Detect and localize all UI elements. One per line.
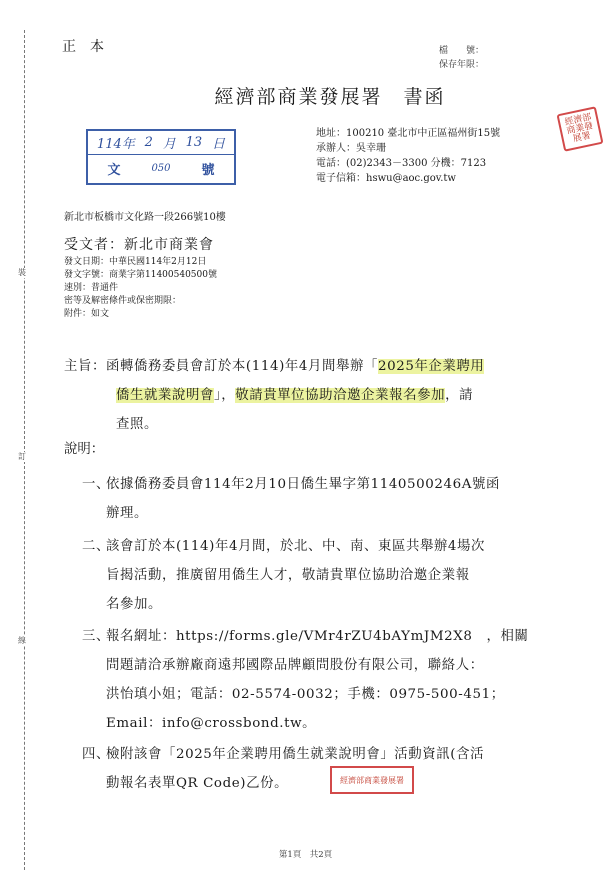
stamp-doc-label: 文 — [107, 163, 121, 178]
archive-no-label: 檔 號： — [438, 46, 484, 56]
explanation-item — [82, 470, 562, 521]
item-text: 洪怡瑱小姐；電話：02-5574-0032；手機：0975-500-451； — [106, 687, 505, 702]
retention-label: 保存年限： — [438, 60, 484, 70]
contact-phone: 電話：(02)2343－3300 分機：7123 — [316, 158, 487, 169]
item-marker: 四、 — [82, 747, 110, 762]
binding-mark: 裝 — [18, 268, 26, 277]
stamp-no-label: 號 — [201, 163, 215, 178]
explanation-item — [82, 532, 562, 612]
stamp-month-unit: 月 — [162, 137, 176, 152]
document-title: 經濟部商業發展署 書函 — [214, 86, 446, 108]
item-text: 辦理。 — [106, 506, 148, 521]
meta-security: 密等及解密條件或保密期限： — [64, 296, 182, 306]
item-text: 依據僑務委員會114年2月10日僑生畢字第1140500246A號函 — [106, 477, 501, 492]
subject-highlight: 僑生就業說明會 — [116, 388, 214, 403]
contact-address: 地址：100210 臺北市中正區福州街15號 — [316, 128, 501, 139]
meta-date: 發文日期：中華民國114年2月12日 — [64, 257, 207, 267]
stamp-month: 2 — [144, 135, 153, 150]
item-text: 該會訂於本(114)年4月間，於北、中、南、東區共舉辦4場次 — [106, 539, 486, 554]
item-marker: 三、 — [82, 629, 110, 644]
binding-line — [24, 30, 25, 870]
stamp-date-row — [88, 131, 234, 155]
page-number: 第1頁 共2頁 — [278, 850, 333, 860]
copy-mark: 正本 — [62, 39, 118, 55]
subject-text: 函轉僑務委員會訂於本(114)年4月間舉辦「 — [105, 359, 378, 374]
subject — [64, 352, 564, 439]
stamp-docno-row — [88, 156, 234, 181]
subject-text: ，請 — [445, 388, 474, 403]
item-text: 檢附該會「2025年企業聘用僑生就業說明會」活動資訊(含活 — [106, 747, 485, 762]
contact-email: 電子信箱：hswu@aoc.gov.tw — [316, 173, 456, 184]
subject-label: 主旨： — [64, 359, 106, 374]
recipient-address: 新北市板橋市文化路一段266號10樓 — [64, 212, 226, 223]
meta-block — [64, 256, 217, 321]
stamp-doc-number: 050 — [151, 163, 171, 174]
item-link-text[interactable]: 報名網址：https://forms.gle/VMr4rZU4bAYmJM2X8 ，相關 — [106, 629, 529, 644]
stamp-day: 13 — [185, 135, 203, 150]
explanation-item — [82, 622, 562, 731]
contact-handler: 承辦人：吳幸珊 — [316, 143, 386, 154]
binding-mark: 線 — [18, 636, 26, 645]
item-marker: 一、 — [82, 477, 110, 492]
subject-text: 查照。 — [116, 417, 158, 432]
recipient: 受文者：新北市商業會 — [64, 237, 214, 253]
meta-speed: 速別：普通件 — [64, 283, 119, 293]
item-email-text[interactable]: Email：info@crossbond.tw。 — [106, 716, 317, 731]
item-text: 問題請洽承辦廠商遠邦國際品牌顧問股份有限公司，聯絡人： — [106, 658, 484, 673]
official-seal-top: 經濟部商業發展署 — [556, 106, 603, 151]
subject-highlight: 2025年企業聘用 — [377, 359, 485, 374]
item-text: 動報名表單QR Code)乙份。 — [106, 776, 289, 791]
binding-mark: 訂 — [18, 452, 26, 461]
archive-block — [430, 44, 484, 72]
item-text: 名參加。 — [106, 597, 162, 612]
received-stamp — [86, 129, 236, 185]
contact-block — [316, 126, 500, 186]
subject-highlight: 敬請貴單位協助洽邀企業報名參加 — [235, 388, 446, 403]
stamp-day-unit: 日 — [212, 137, 226, 152]
item-marker: 二、 — [82, 539, 110, 554]
explanation-label: 說明： — [64, 442, 105, 457]
subject-text: 」， — [213, 388, 236, 403]
meta-attachment: 附件：如文 — [64, 309, 110, 319]
item-text: 旨揭活動，推廣留用僑生人才，敬請貴單位協助洽邀企業報 — [106, 568, 470, 583]
meta-doc-number: 發文字號：商業字第11400540500號 — [64, 270, 217, 280]
stamp-year: 114年 — [96, 137, 135, 152]
official-seal-bottom: 經濟部商業發展署 — [330, 766, 414, 794]
